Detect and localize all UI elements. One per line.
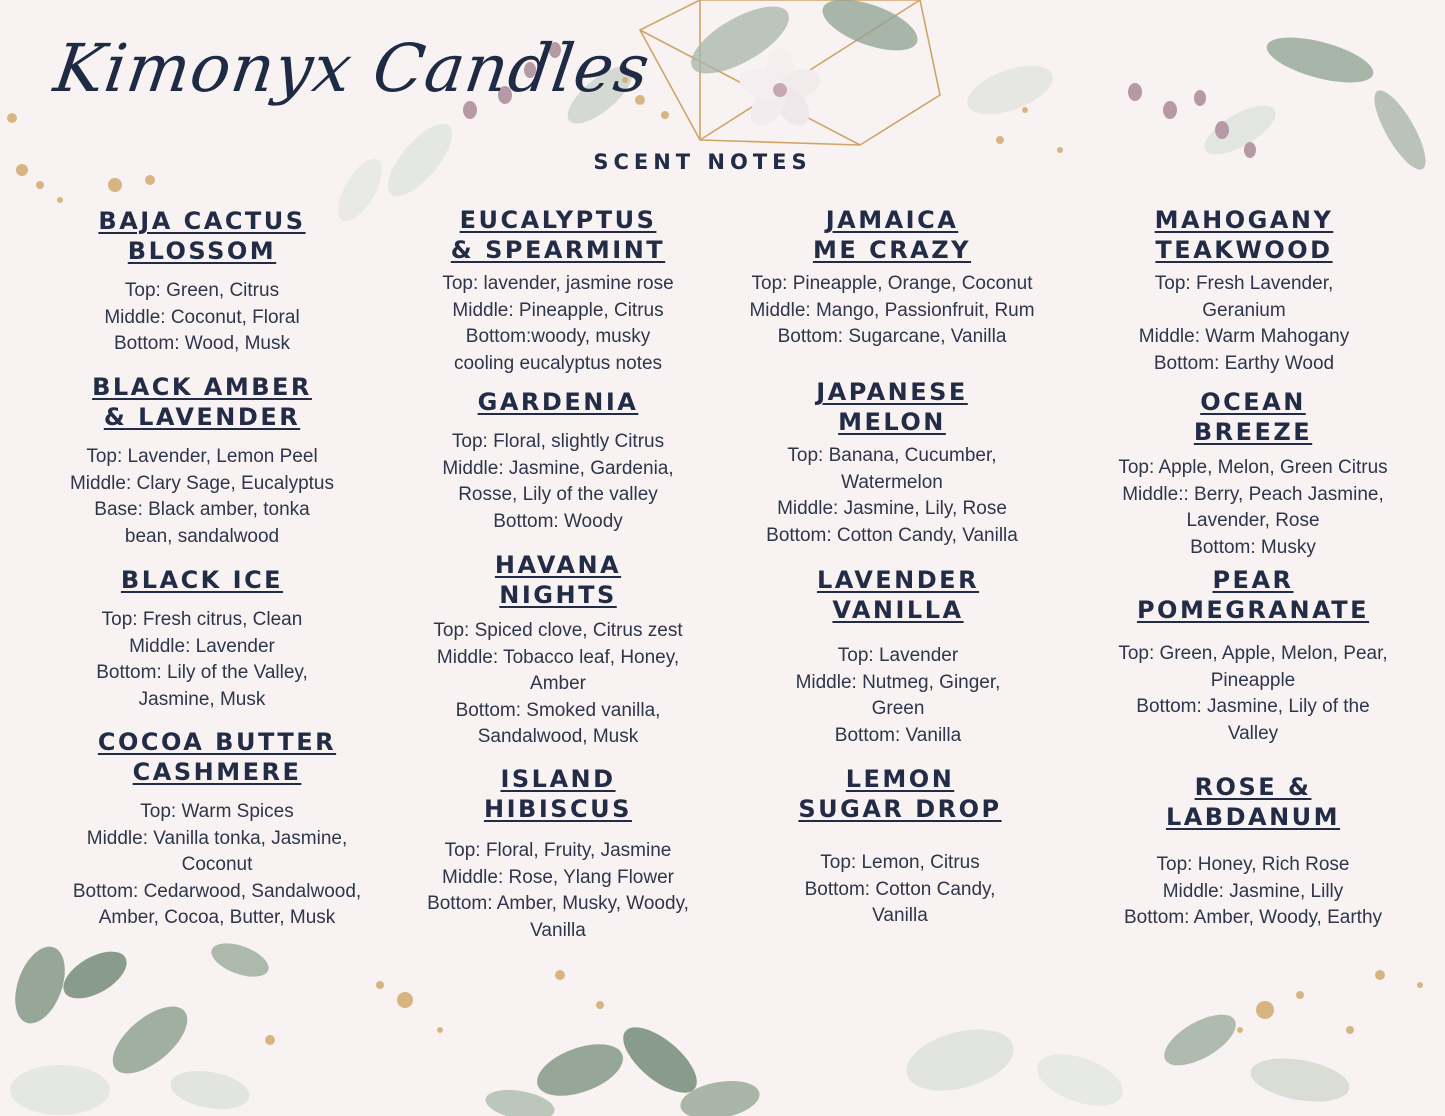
scent-card (730, 205, 1054, 351)
scent-name: BAJA CACTUS BLOSSOM (98, 207, 306, 265)
brand-logo: Kimonyx Candles (49, 30, 655, 107)
scent-name: LEMON SUGAR DROP (798, 765, 1002, 823)
scent-notes: Top: Green, Apple, Melon, Pear, Pineapple Bottom: Jasmine, Lily of the Valley (1118, 643, 1388, 744)
scent-notes: Top: Fresh citrus, Clean Middle: Lavender Bottom: Lily of the Valley, Jasmine, Musk (96, 609, 308, 710)
scent-card (1098, 772, 1408, 932)
scent-card (750, 764, 1050, 930)
scent-card (730, 377, 1054, 549)
scent-notes: Top: Warm Spices Middle: Vanilla tonka, Jasmine, Coconut Bottom: Cedarwood, Sandalwood, Amber, Cocoa, Butter, Musk (72, 801, 362, 928)
scent-notes: Top: Green, Citrus Middle: Coconut, Floral Bottom: Wood, Musk (104, 280, 300, 354)
scent-name: BLACK ICE (120, 566, 284, 594)
scent-name: JAPANESE MELON (816, 378, 968, 436)
scent-card (1090, 205, 1398, 377)
scent-notes: Top: Floral, Fruity, Jasmine Middle: Rose, Ylang Flower Bottom: Amber, Musky, Woody, Vanilla (427, 840, 689, 941)
scent-card (52, 565, 352, 713)
scent-name: MAHOGANY TEAKWOOD (1154, 206, 1334, 264)
scent-name: OCEAN BREEZE (1193, 388, 1313, 446)
leaf-cluster-bottom-center-icon (483, 1016, 762, 1116)
scent-name: LAVENDER VANILLA (816, 566, 980, 624)
scent-name: JAMAICA ME CRAZY (812, 206, 972, 264)
scent-card (400, 764, 716, 944)
scent-notes: Top: Fresh Lavender, Geranium Middle: Warm Mahogany Bottom: Earthy Wood (1138, 273, 1350, 374)
scent-name: BLACK AMBER & LAVENDER (92, 373, 312, 431)
scent-notes: Top: Lavender Middle: Nutmeg, Ginger, Green Bottom: Vanilla (795, 645, 1001, 746)
scent-notes: Top: Pineapple, Orange, Coconut Middle: Mango, Passionfruit, Rum Bottom: Sugarcane, Vanilla (749, 273, 1035, 347)
leaf-cluster-bottom-left-icon (6, 937, 273, 1115)
scent-name: ISLAND HIBISCUS (484, 765, 632, 823)
scent-notes: Top: Floral, slightly Citrus Middle: Jasmine, Gardenia, Rosse, Lily of the valley Bottom: Woody (442, 431, 674, 532)
scent-card (1098, 387, 1408, 561)
scent-card (52, 372, 352, 550)
scent-notes: Top: Apple, Melon, Green Citrus Middle:: Berry, Peach Jasmine, Lavender, Rose Bottom: Musky (1118, 457, 1388, 558)
scent-name: PEAR POMEGRANATE (1136, 566, 1370, 624)
scent-notes: Top: Honey, Rich Rose Middle: Jasmine, Lilly Bottom: Amber, Woody, Earthy (1123, 854, 1383, 928)
scent-card (52, 206, 352, 358)
scent-name: HAVANA NIGHTS (494, 551, 622, 609)
scent-notes: Top: Lemon, Citrus Bottom: Cotton Candy, Vanilla (804, 852, 996, 926)
scent-name: GARDENIA (477, 388, 639, 416)
scent-notes: Top: lavender, jasmine rose Middle: Pineapple, Citrus Bottom:woody, musky cooling eucalyptus notes (442, 273, 674, 374)
scent-card (400, 205, 716, 377)
scent-card (1098, 565, 1408, 747)
scent-card (52, 727, 382, 932)
scent-name: EUCALYPTUS & SPEARMINT (450, 206, 666, 264)
scent-name: ROSE & LABDANUM (1165, 773, 1341, 831)
scent-notes: Top: Lavender, Lemon Peel Middle: Clary Sage, Eucalyptus Base: Black amber, tonka bean, sandalwood (69, 446, 334, 547)
scent-name: COCOA BUTTER CASHMERE (97, 728, 337, 786)
page-title: SCENT NOTES (593, 150, 812, 174)
scent-card (400, 387, 716, 535)
scent-notes: Top: Banana, Cucumber, Watermelon Middle: Jasmine, Lily, Rose Bottom: Cotton Candy, Vanilla (766, 445, 1018, 546)
scent-card (400, 550, 716, 751)
leaf-cluster-bottom-right-icon (900, 1004, 1353, 1116)
scent-notes: Top: Spiced clove, Citrus zest Middle: Tobacco leaf, Honey, Amber Bottom: Smoked vanilla, Sandalwood, Musk (433, 620, 683, 747)
scent-card (746, 565, 1050, 749)
